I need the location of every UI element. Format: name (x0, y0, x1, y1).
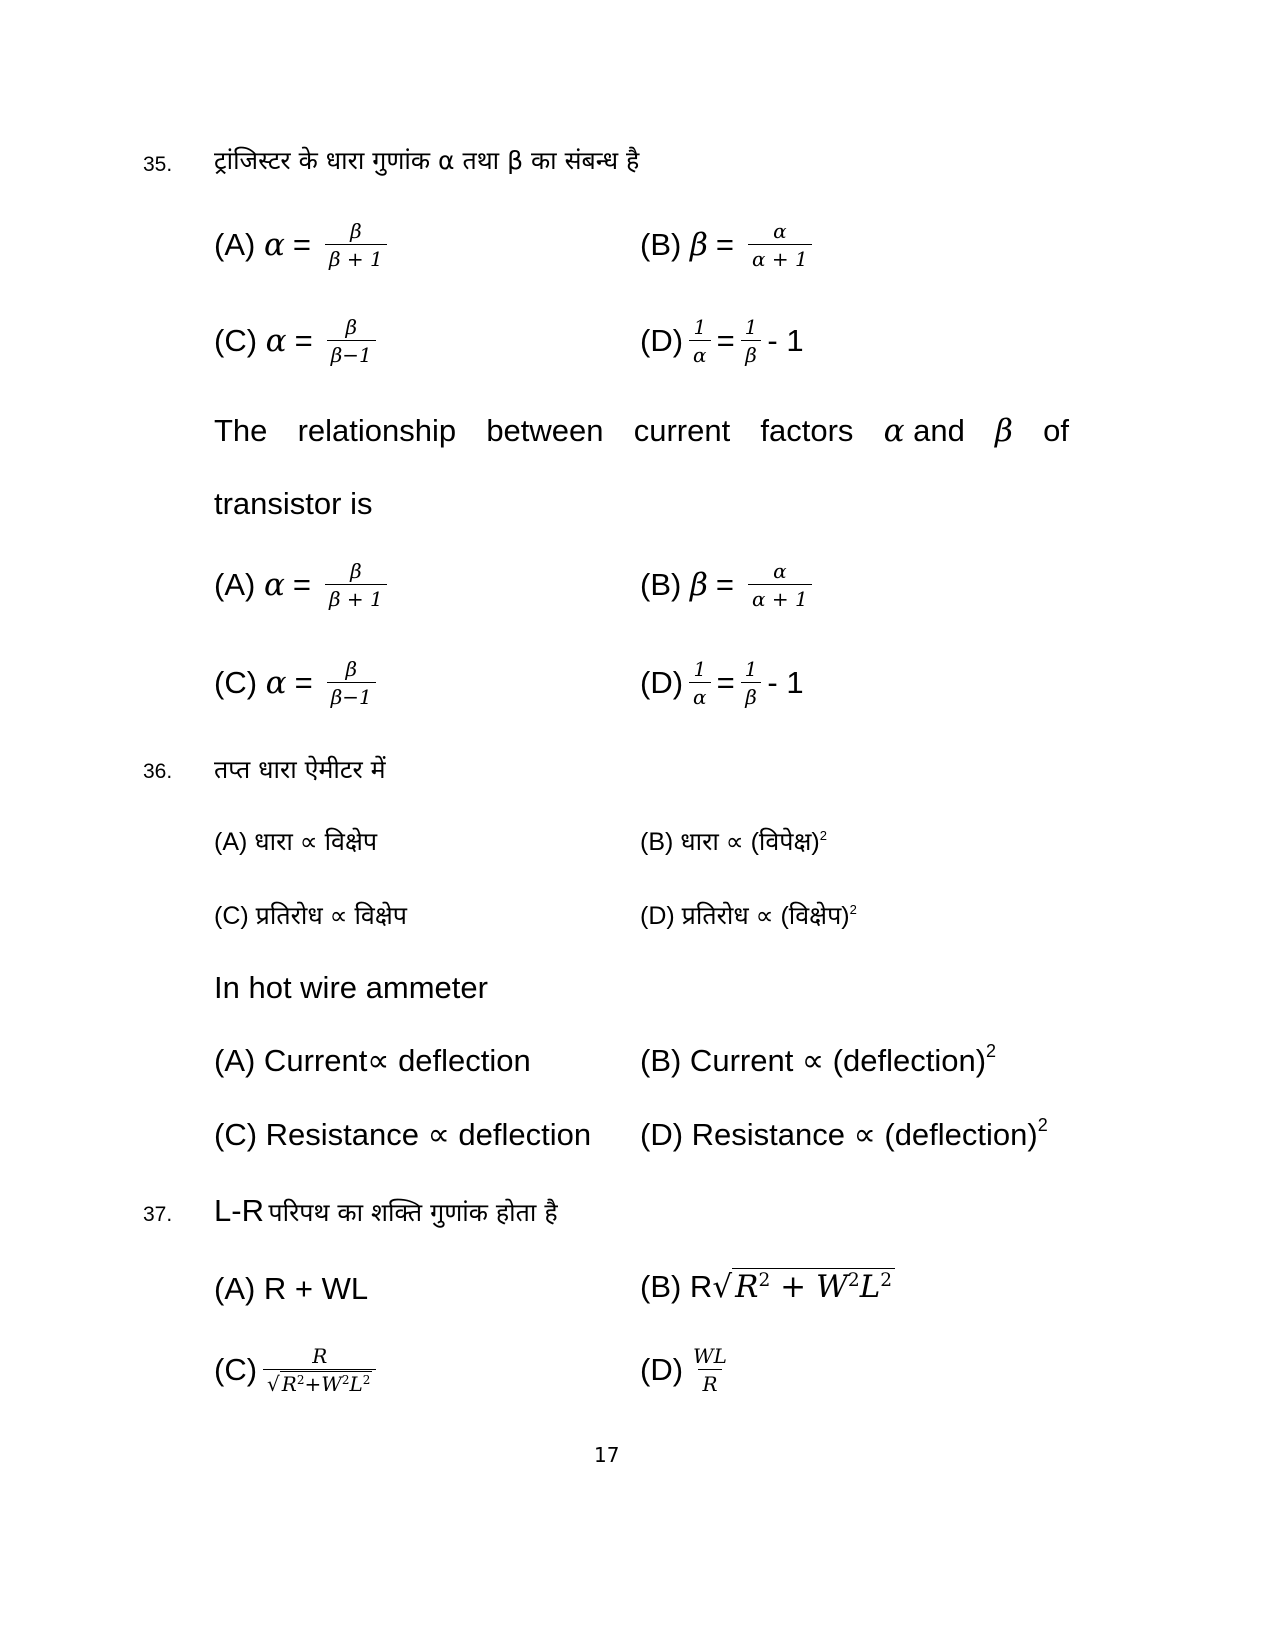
numerator: 1 (744, 657, 758, 681)
option-label: (D) (640, 1352, 684, 1387)
sqrt-body (280, 1371, 373, 1396)
superscript: 2 (847, 1269, 860, 1291)
denominator: α + 1 (748, 584, 812, 610)
question-hindi-text: परिपथ का शक्ति गुणांक होता है (268, 1198, 558, 1227)
word: of (1043, 413, 1069, 448)
option-label: (B) R (640, 1268, 713, 1304)
fraction (325, 560, 387, 610)
q37-option-b (640, 1268, 895, 1305)
question-35-english-line-1 (214, 413, 1069, 449)
option-label: (B) (640, 828, 674, 856)
fraction (741, 316, 762, 366)
denominator: R (698, 1369, 721, 1395)
superscript: 2 (341, 1372, 350, 1387)
q37-option-c (214, 1345, 382, 1395)
word-group (884, 413, 965, 449)
numerator: R (312, 1344, 328, 1368)
symbol-l: L (349, 1372, 363, 1396)
word: relationship (297, 413, 457, 448)
fraction (689, 316, 711, 366)
numerator: α (773, 559, 787, 583)
question-37-number: 37. (143, 1203, 173, 1226)
equals-sign: = (294, 665, 313, 700)
superscript: 2 (362, 1372, 371, 1387)
option-lhs: α (265, 323, 287, 359)
question-36-hindi-text: तप्त धारा ऐमीटर में (214, 755, 386, 784)
fraction (327, 316, 376, 366)
equals-sign: = (715, 227, 734, 262)
option-lhs: β (689, 567, 708, 603)
page-number: 17 (594, 1443, 620, 1467)
option-label: (B) (640, 567, 682, 602)
q37-option-a: (A) R + WL (214, 1271, 369, 1306)
q36-english-option-c: (C) Resistance ∝ deflection (214, 1117, 592, 1152)
equals-sign: = (294, 323, 313, 358)
option-text: धारा ∝ विक्षेप (254, 828, 378, 856)
q35-english-option-d (640, 658, 804, 708)
superscript: 2 (880, 1269, 893, 1291)
numerator: β (350, 219, 362, 243)
word: current (633, 413, 731, 448)
fraction (327, 658, 376, 708)
option-label: (D) (640, 323, 684, 358)
fraction (689, 658, 711, 708)
numerator: 1 (693, 315, 707, 339)
option-label: (A) (214, 828, 248, 856)
symbol-r: R (281, 1372, 297, 1396)
option-label: (B) (640, 227, 682, 262)
denominator: α (689, 682, 711, 708)
option-lhs: β (689, 227, 708, 263)
numerator: α (773, 219, 787, 243)
fraction (741, 658, 762, 708)
word: factors (760, 413, 854, 448)
option-lhs: α (265, 665, 287, 701)
option-label: (C) (214, 1352, 258, 1387)
q36-hindi-option-d (640, 898, 857, 932)
q35-hindi-option-d (640, 316, 804, 366)
option-lhs: α (263, 227, 285, 263)
denominator: β−1 (327, 682, 376, 708)
denominator: α (689, 340, 711, 366)
numerator: WL (693, 1344, 727, 1368)
q35-english-option-a (214, 560, 393, 610)
fraction (263, 1345, 376, 1395)
fraction (325, 220, 387, 270)
option-label: (C) (214, 665, 258, 700)
sqrt-sign: √ (267, 1372, 280, 1396)
option-label: (C) (214, 902, 249, 930)
denominator: β (741, 340, 761, 366)
option-text: प्रतिरोध ∝ विक्षेप (255, 902, 407, 930)
word: and (913, 413, 965, 448)
alpha-symbol: α (883, 413, 905, 449)
option-tail: - 1 (767, 323, 804, 358)
word: The (214, 413, 268, 448)
option-label: (D) (640, 902, 675, 930)
denominator: β−1 (327, 340, 376, 366)
symbol-r: R (735, 1269, 759, 1305)
question-36-english-text: In hot wire ammeter (214, 970, 488, 1005)
denominator: α + 1 (748, 244, 812, 270)
option-label: (D) (640, 665, 684, 700)
denominator: β (741, 682, 761, 708)
superscript: 2 (819, 828, 827, 843)
numerator: β (345, 657, 358, 681)
denominator: β + 1 (325, 244, 387, 270)
plus-sign: + (770, 1269, 816, 1305)
superscript: 2 (1037, 1115, 1048, 1135)
question-prefix: L-R (214, 1193, 264, 1228)
denominator: β + 1 (325, 584, 387, 610)
fraction (748, 220, 812, 270)
equals-sign: = (292, 567, 311, 602)
numerator: β (345, 315, 358, 339)
q36-english-option-a: (A) Current∝ deflection (214, 1043, 531, 1078)
numerator: 1 (693, 657, 707, 681)
superscript: 2 (758, 1269, 771, 1291)
beta-symbol: β (995, 413, 1013, 449)
q36-hindi-option-c (214, 898, 407, 932)
superscript: 2 (296, 1372, 305, 1387)
option-label: (A) (214, 227, 256, 262)
option-tail: - 1 (767, 665, 804, 700)
sqrt-sign: √ (712, 1268, 733, 1305)
question-35-english-line-2: transistor is (214, 486, 373, 521)
denominator (263, 1369, 376, 1395)
option-text: प्रतिरोध ∝ (विक्षेप) (681, 902, 850, 930)
option-label: (C) (214, 323, 258, 358)
equals-sign: = (292, 227, 311, 262)
fraction (689, 1345, 731, 1395)
plus-sign: + (304, 1372, 322, 1396)
q35-english-option-b (640, 560, 818, 610)
option-text: (B) Current ∝ (deflection) (640, 1043, 987, 1078)
option-text: धारा ∝ (विपेक्ष) (680, 828, 820, 856)
q36-hindi-option-a (214, 824, 377, 858)
q35-hindi-option-c (214, 316, 382, 366)
equals-sign: = (716, 665, 735, 700)
numerator: β (350, 559, 362, 583)
question-37-text (214, 1193, 558, 1229)
numerator: 1 (744, 315, 758, 339)
q36-hindi-option-b (640, 824, 827, 858)
word: between (486, 413, 604, 448)
question-35-number: 35. (143, 153, 173, 176)
q35-hindi-option-b (640, 220, 818, 270)
option-text: (D) Resistance ∝ (deflection) (640, 1117, 1038, 1152)
option-lhs: α (263, 567, 285, 603)
symbol-w: W (321, 1372, 342, 1396)
symbol-l: L (859, 1269, 881, 1305)
q36-english-option-b (640, 1043, 996, 1079)
superscript: 2 (986, 1041, 997, 1061)
symbol-w: W (815, 1269, 848, 1305)
q35-hindi-option-a (214, 220, 393, 270)
q36-english-option-d (640, 1117, 1048, 1153)
fraction (748, 560, 812, 610)
sqrt-body (732, 1268, 895, 1305)
q37-option-d (640, 1345, 737, 1395)
superscript: 2 (849, 902, 857, 917)
question-36-number: 36. (143, 760, 173, 783)
q35-english-option-c (214, 658, 382, 708)
question-35-hindi-text: ट्रांजिस्टर के धारा गुणांक α तथा β का संबन्ध है (214, 146, 640, 175)
equals-sign: = (715, 567, 734, 602)
equals-sign: = (716, 323, 735, 358)
option-label: (A) (214, 567, 256, 602)
